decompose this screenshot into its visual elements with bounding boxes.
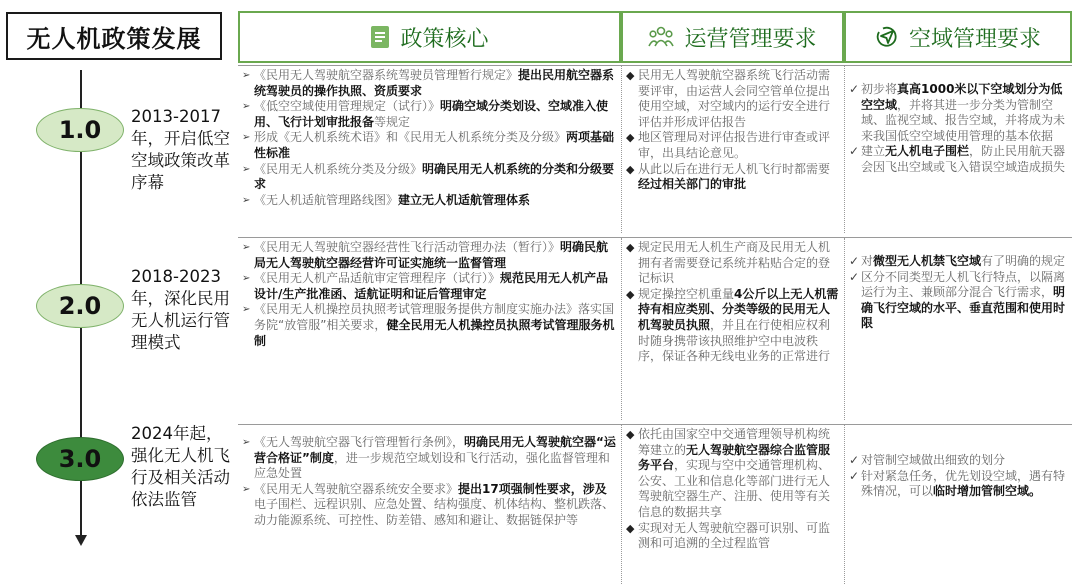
policy-cell	[238, 66, 621, 233]
phase-description-1: 2013-2017年，开启低空空域政策改革序幕	[131, 107, 230, 192]
header-airspace	[844, 11, 1072, 63]
header-airspace-label: 空域管理要求	[908, 26, 1041, 52]
airspace-cell	[844, 425, 1072, 584]
phase-description-3: 2024年起，强化无人机飞行及相关活动依法监管	[131, 424, 230, 509]
operations-cell	[621, 238, 844, 420]
phase-description-2: 2018-2023年，深化民用无人机运行管理模式	[131, 267, 230, 352]
list-item: ➢ 《民用无人驾驶航空器经营性飞行活动管理办法（暂行）》明确民航局无人驾驶航空器经营许可证实施统一监督管理	[242, 240, 617, 271]
header-policy-label: 政策核心	[400, 26, 489, 52]
list-item: ➢ 《民用无人机操控员执照考试管理服务提供方制度实施办法》落实国务院“放管服”相关要求，健全民用无人机操控员执照考试管理服务机制	[242, 302, 617, 349]
list-item: ➢ 《无人机适航管理路线图》建立无人机适航管理体系	[242, 193, 617, 209]
list-item: ➢ 《民用无人驾驶航空器系统驾驶员管理暂行规定》提出民用航空器系统驾驶员的操作执照、资质要求	[242, 68, 617, 99]
header-policy-core	[238, 11, 621, 63]
list-item: ◆ 地区管理局对评估报告进行审查或评审，出具结论意见。	[626, 130, 840, 161]
phase-row-2	[238, 237, 1072, 420]
list-item: ✓ 对管制空域做出细致的划分	[849, 453, 1068, 469]
list-item: ◆ 民用无人驾驶航空器系统飞行活动需要评审，由运营人会同空管单位提出使用空域，对空域内的运行安全进行评估并形成评估报告	[626, 68, 840, 130]
list-item: ✓ 初步将真高1000米以下空域划分为低空空域，并将其进一步分类为管制空域、监视空域、报告空域，并将成为未来我国低空空域使用管理的基本依据	[849, 82, 1068, 144]
airplane-circle-icon	[875, 25, 899, 49]
list-item: ◆ 从此以后在进行无人机飞行时都需要经过相关部门的审批	[626, 162, 840, 193]
document-icon	[370, 25, 390, 49]
policy-cell	[238, 425, 621, 584]
phase-row-1	[238, 65, 1072, 233]
list-item: ◆ 依托由国家空中交通管理领导机构统筹建立的无人驾驶航空器综合监管服务平台，实现与空中交通管理机构、公安、工业和信息化等部门进行无人驾驶航空器生产、注册、使用等有关信息的数据共享	[626, 427, 840, 521]
people-group-icon	[648, 26, 674, 48]
airspace-cell	[844, 66, 1072, 233]
list-item: ➢ 《民用无人驾驶航空器系统安全要求》提出17项强制性要求，涉及电子围栏、远程识别、应急处置、结构强度、机体结构、整机跌落、动力能源系统、可控性、防差错、感知和避让、数据链保护等	[242, 482, 617, 529]
list-item: ✓ 对微型无人机禁飞空域有了明确的规定	[849, 254, 1068, 270]
phase-row-3	[238, 424, 1072, 584]
operations-cell	[621, 66, 844, 233]
list-item: ✓ 针对紧急任务，优先划设空域，遇有特殊情况，可以临时增加管制空域。	[849, 469, 1068, 500]
list-item: ◆ 实现对无人驾驶航空器可识别、可监测和可追溯的全过程监管	[626, 521, 840, 552]
list-item: ➢ 《无人驾驶航空器飞行管理暂行条例》，明确民用无人驾驶航空器“运营合格证”制度，进一步规范空域划设和飞行活动，强化监督管理和应急处置	[242, 435, 617, 482]
phase-badge-2: 2.0	[36, 284, 124, 328]
list-item: ➢ 《民用无人机系统分类及分级》明确民用无人机系统的分类和分级要求	[242, 162, 617, 193]
phase-badge-3: 3.0	[36, 437, 124, 481]
phase-badge-1: 1.0	[36, 108, 124, 152]
header-operations-label: 运营管理要求	[684, 26, 817, 52]
list-item: ➢ 形成《无人机系统术语》和《民用无人机系统分类及分级》两项基础性标准	[242, 130, 617, 161]
list-item: ◆ 规定民用无人机生产商及民用无人机拥有者需要登记系统并粘贴合定的登记标识	[626, 240, 840, 287]
header-operations	[621, 11, 844, 63]
list-item: ◆ 规定操控空机重量4公斤以上无人机需持有相应类别、分类等级的民用无人机驾驶员执照，并且在行使相应权利时随身携带该执照维护空中电波秩序，保证各种无线电业务的正常进行	[626, 287, 840, 365]
list-item: ✓ 区分不同类型无人机飞行特点，以隔离运行为主、兼顾部分混合飞行需求，明确飞行空域的水平、垂直范围和使用时限	[849, 270, 1068, 332]
airspace-cell	[844, 238, 1072, 420]
list-item: ✓ 建立无人机电子围栏，防止民用航天器会因飞出空域或飞入错误空域造成损失	[849, 144, 1068, 175]
list-item: ➢ 《民用无人机产品适航审定管理程序（试行）》规范民用无人机产品设计/生产批准函、适航证明和证后管理审定	[242, 271, 617, 302]
operations-cell	[621, 425, 844, 584]
list-item: ➢ 《低空空域使用管理规定（试行）》明确空域分类划设、空域准入使用、飞行计划审批报备等规定	[242, 99, 617, 130]
timeline-arrow-icon	[75, 535, 87, 546]
page-title: 无人机政策发展	[6, 12, 222, 60]
policy-cell	[238, 238, 621, 420]
